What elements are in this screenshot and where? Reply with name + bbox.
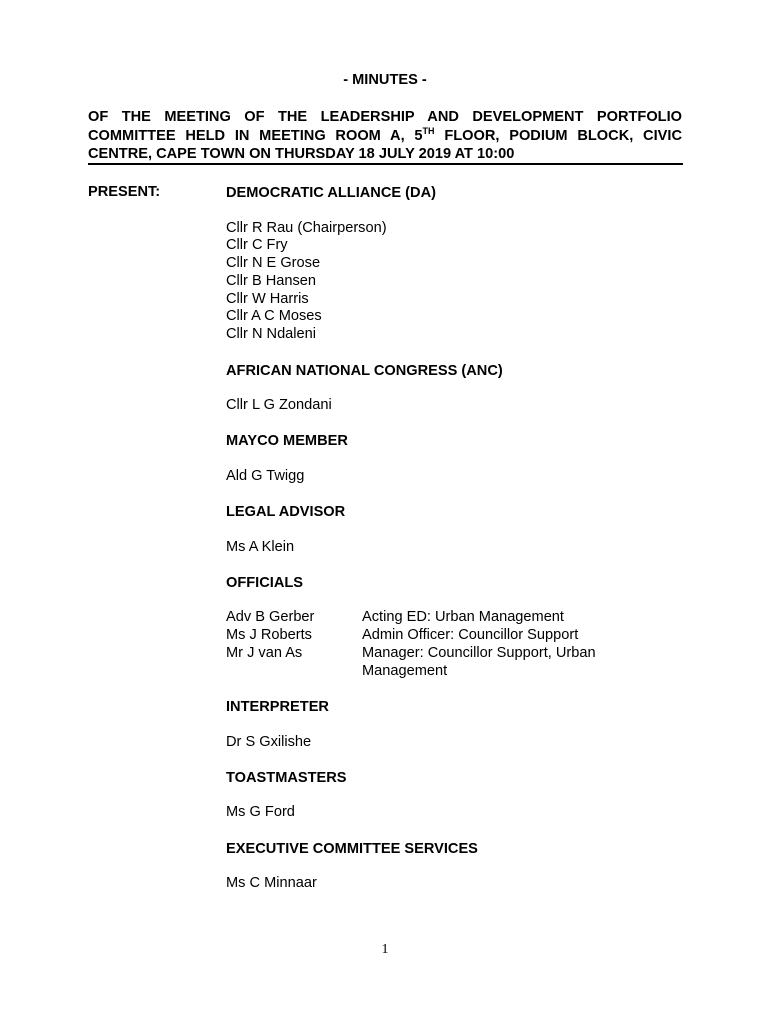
meeting-heading-text: OF THE MEETING OF THE LEADERSHIP AND DEVELOPMENT PORTFOLIO COMMITTEE HELD IN MEETING ROOM A, 5 [88,109,682,144]
official-role: Acting ED: Urban Management [362,609,564,626]
official-row [226,645,686,681]
member-name: Ald G Twigg [226,467,305,484]
meeting-heading [88,108,682,164]
section-title-mayco: MAYCO MEMBER [226,433,348,450]
member-name: Dr S Gxilishe [226,733,312,750]
member-name: Cllr C Fry [226,237,288,254]
official-role: Manager: Councillor Support, Urban Management [362,645,596,679]
section-title-anc: AFRICAN NATIONAL CONGRESS (ANC) [226,362,503,379]
heading-divider [88,163,683,165]
member-name: Cllr L G Zondani [226,397,332,414]
section-title-toastmasters: TOASTMASTERS [226,769,347,786]
ordinal-superscript: TH [422,125,435,136]
section-title-interpreter: INTERPRETER [226,699,329,716]
member-name: Cllr W Harris [226,290,309,307]
section-title-officials: OFFICIALS [226,574,304,591]
meeting-heading-text-cont: FLOOR, PODIUM BLOCK, CIVIC CENTRE, CAPE TOWN ON THURSDAY 18 JULY 2019 AT 10:00 [88,127,682,162]
document-title: - MINUTES - [343,72,427,88]
present-label: PRESENT: [88,184,161,200]
member-name: Ms G Ford [226,804,295,821]
attendance-column [226,184,686,893]
member-name: Ms C Minnaar [226,875,317,892]
page-number: 1 [381,942,389,957]
official-name: Adv B Gerber [226,609,315,626]
member-name: Cllr B Hansen [226,272,317,289]
official-row [226,609,686,627]
member-name: Cllr N Ndaleni [226,326,317,343]
official-role: Admin Officer: Councillor Support [362,627,579,644]
member-name: Cllr N E Grose [226,255,321,272]
member-name: Cllr R Rau (Chairperson) [226,219,387,236]
official-row [226,627,686,645]
member-name: Ms A Klein [226,538,295,555]
official-name: Ms J Roberts [226,627,312,644]
section-title-da: DEMOCRATIC ALLIANCE (DA) [226,185,436,201]
section-title-exec: EXECUTIVE COMMITTEE SERVICES [226,840,478,857]
section-title-legal: LEGAL ADVISOR [226,504,346,521]
member-name: Cllr A C Moses [226,308,322,325]
official-name: Mr J van As [226,645,303,662]
